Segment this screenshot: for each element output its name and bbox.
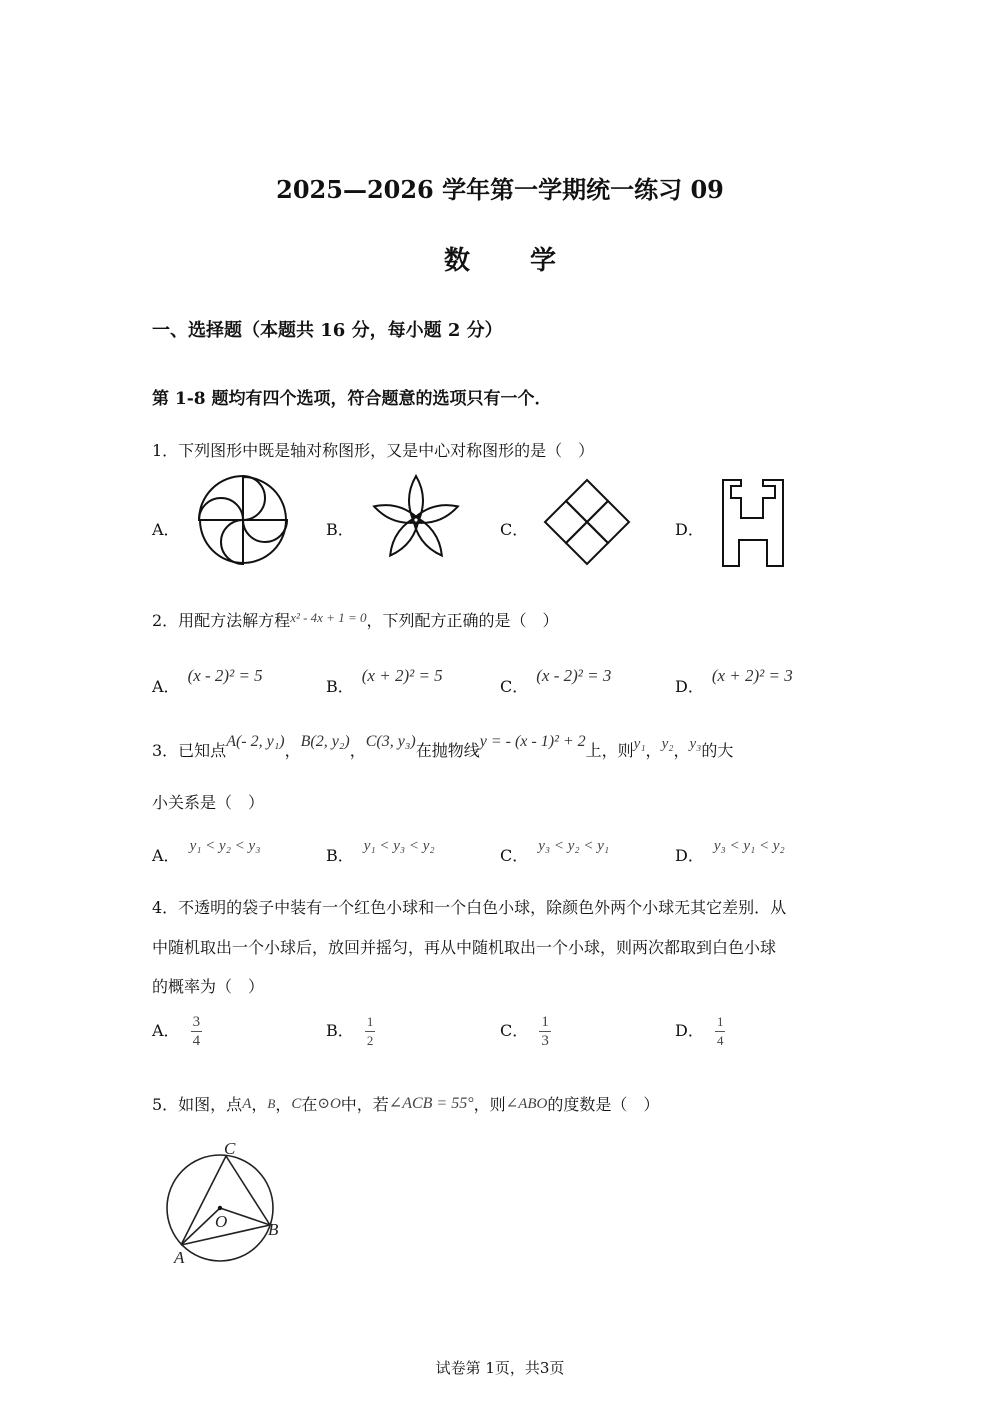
q3-comma-1: ， [645,741,662,760]
q4-option-b-label: B． [326,1021,354,1040]
question-1-text: 1．下列图形中既是轴对称图形，又是中心对称图形的是（ ） [152,441,595,460]
subject-char-2: 学 [530,246,557,276]
q4-option-d-fraction [715,1013,726,1050]
q4-option-a-fraction [191,1013,203,1050]
q5-point-c: C [291,1096,302,1112]
q5-segment-cb [226,1156,270,1225]
q3-point-a: A(- 2, y₁) [226,733,285,750]
q3-y3: y₃ [689,736,702,752]
q4-option-a-denominator: 4 [192,1033,201,1049]
q4-option-b-numerator: 1 [365,1013,376,1032]
q3-sep-2: ， [349,741,366,760]
q3-option-b-label: B． [326,846,354,865]
q4-option-b-denominator: 2 [366,1033,374,1048]
q2-option-b-expr: (x + 2)² = 5 [361,666,443,685]
q5-segment-ob [220,1208,270,1225]
q3-text-start: 3．已知点 [152,741,227,760]
q5-text-5: 的度数是（ ） [547,1095,660,1114]
q1-figure-a [196,473,290,567]
q2-option-b [326,666,443,697]
q4-option-a-numerator: 3 [192,1014,201,1030]
q4-option-d [675,1013,725,1050]
q5-figure-circle [160,1135,290,1270]
q2-option-a [152,666,263,697]
q3-option-a-expr: y₁ < y₂ < y₃ [189,838,261,854]
q2-option-c-label: C． [500,677,529,696]
q2-text-before: 2．用配方法解方程 [152,611,291,630]
q4-option-a [152,1013,202,1050]
q2-option-d-label: D． [675,677,704,696]
q2-option-a-label: A． [152,677,180,696]
q5-center-dot [218,1206,222,1210]
q5-text-1: 5．如图，点 [152,1095,243,1114]
q4-option-c [500,1013,551,1050]
page-footer: 试卷第 1页，共3页 [435,1359,565,1377]
q5-point-a: A [242,1096,252,1112]
q3-text-mid2: 上，则 [585,741,634,760]
q5-angle-acb: ∠ACB = 55° [388,1095,474,1112]
section-instruction: 第 1-8 题均有四个选项，符合题意的选项只有一个． [152,389,552,409]
q4-option-c-fraction [539,1013,551,1050]
question-3-line-2: 小关系是（ ） [152,793,265,812]
q3-option-c-expr: y₃ < y₂ < y₁ [538,838,610,854]
q2-option-d-expr: (x + 2)² = 3 [711,666,793,685]
q4-option-c-denominator: 3 [541,1033,549,1049]
subject-title [0,240,1000,277]
question-4-line-3: 的概率为（ ） [152,977,265,996]
q2-option-c [500,666,612,697]
question-3-line-1 [152,733,734,761]
question-4-line-1: 4．不透明的袋子中装有一个红色小球和一个白色小球，除颜色外两个小球无其它差别．从 [152,898,787,917]
q1-option-a-label: A． [152,520,180,539]
q5-point-b: B [267,1096,276,1111]
q4-option-a-label: A． [152,1021,180,1040]
q3-point-b: B(2, y₂) [300,733,350,750]
q3-option-b-expr: y₁ < y₃ < y₂ [363,838,435,854]
q4-option-d-label: D． [675,1021,704,1040]
q3-point-c: C(3, y₃) [365,733,416,750]
q3-sep-1: ， [284,741,301,760]
q1-figure-d-castle [721,478,785,568]
q2-option-d [675,666,793,697]
q3-option-a-label: A． [152,846,180,865]
q5-label-c: C [224,1139,236,1158]
q1-option-c-label: C． [500,520,529,539]
q2-equation: x² - 4x + 1 = 0 [290,610,367,625]
q5-comma-1: ， [251,1095,268,1114]
q5-label-b: B [268,1220,279,1239]
q5-comma-2: ， [275,1095,292,1114]
section-heading: 一、选择题（本题共 16 分，每小题 2 分） [152,320,503,341]
q5-text-4: ，则 [473,1095,506,1114]
q3-option-a [152,838,261,866]
q3-option-b [326,838,435,866]
q3-option-d [675,838,785,866]
q3-y1: y₁ [633,736,646,752]
q4-option-b-fraction [365,1013,376,1050]
q2-option-c-expr: (x - 2)² = 3 [536,666,612,685]
q1-figure-b-flower [368,472,464,568]
q3-option-c-label: C． [500,846,529,865]
q3-y2: y₂ [661,736,674,752]
q2-text-after: ，下列配方正确的是（ ） [366,611,559,630]
q4-option-d-numerator: 1 [715,1013,726,1032]
q5-text-2: 在 [301,1095,318,1114]
exam-title: 2025—2026 学年第一学期统一练习 09 [276,175,724,204]
q2-option-b-label: B． [326,677,354,696]
question-5 [152,1092,659,1115]
q1-option-d-label: D． [675,520,704,539]
q3-option-d-label: D． [675,846,704,865]
q4-option-c-label: C． [500,1021,529,1040]
q3-text-end: 的大 [701,741,734,760]
question-2 [152,608,559,631]
q3-parabola: y = - (x - 1)² + 2 [479,733,586,750]
q3-option-d-expr: y₃ < y₁ < y₂ [713,838,785,854]
q5-circle-o: ⊙O [317,1096,341,1112]
q3-option-c [500,838,610,866]
q4-option-b [326,1013,375,1050]
q3-text-mid: 在抛物线 [415,741,480,760]
q5-text-3: 中，若 [340,1095,389,1114]
q5-segment-ac [181,1156,226,1245]
q3-comma-2: ， [673,741,690,760]
q5-label-a: A [174,1248,185,1267]
q2-option-a-expr: (x - 2)² = 5 [187,666,263,685]
q4-option-c-numerator: 1 [541,1014,549,1030]
q5-label-o: O [215,1212,228,1231]
q1-figure-c-diamonds [544,478,630,566]
question-4-line-2: 中随机取出一个小球后，放回并摇匀，再从中随机取出一个小球，则两次都取到白色小球 [152,938,777,957]
q1-option-b-label: B． [326,520,354,539]
subject-char-1: 数 [443,246,470,276]
q5-angle-abo: ∠ABO [505,1096,548,1112]
q4-option-d-denominator: 4 [716,1033,724,1048]
